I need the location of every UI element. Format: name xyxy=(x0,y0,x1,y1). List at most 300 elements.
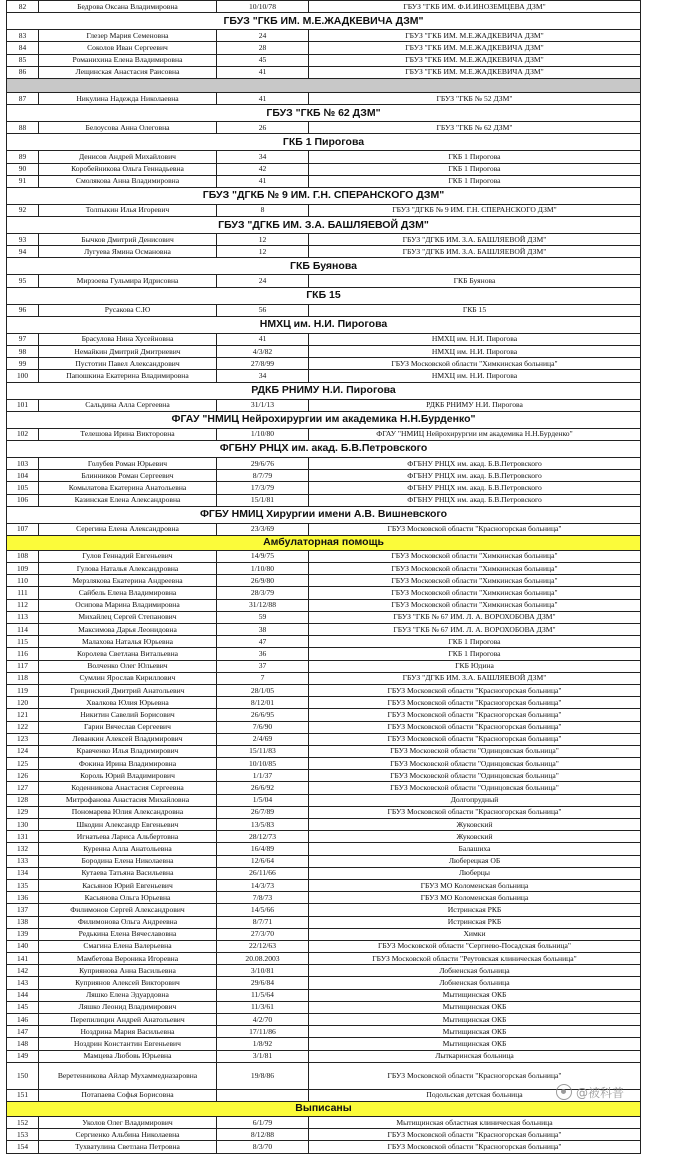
hospital-cell: Люберцы xyxy=(309,867,641,879)
table-row xyxy=(7,745,641,757)
row-number-cell: 131 xyxy=(7,831,39,843)
row-number-cell: 134 xyxy=(7,867,39,879)
birth-date-cell: 34 xyxy=(217,370,309,382)
table-row xyxy=(7,940,641,952)
row-number-cell: 115 xyxy=(7,636,39,648)
patient-name-cell: Ляшко Леонид Владимирович xyxy=(39,1001,217,1013)
section-header xyxy=(7,535,641,550)
birth-date-cell: 2/4/69 xyxy=(217,733,309,745)
hospital-cell: ГКБ 1 Пирогова xyxy=(309,175,641,187)
row-number-cell: 117 xyxy=(7,660,39,672)
row-number-cell: 129 xyxy=(7,806,39,818)
table-row xyxy=(7,1129,641,1141)
hospital-cell: ГБУЗ Московской области "Красногорская больница" xyxy=(309,1129,641,1141)
row-number-cell: 140 xyxy=(7,940,39,952)
table-row xyxy=(7,965,641,977)
table-row xyxy=(7,660,641,672)
birth-date-cell: 12 xyxy=(217,234,309,246)
hospital-group-header xyxy=(7,382,641,399)
hospital-group-title: ФГБНУ РНЦХ им. акад. Б.В.Петровского xyxy=(7,440,641,457)
hospital-cell: ГКБ Юдина xyxy=(309,660,641,672)
table-row xyxy=(7,575,641,587)
birth-date-cell: 59 xyxy=(217,611,309,623)
row-number-cell: 83 xyxy=(7,30,39,42)
table-row xyxy=(7,370,641,382)
birth-date-cell: 3/10/81 xyxy=(217,965,309,977)
row-number-cell: 94 xyxy=(7,246,39,258)
table-row xyxy=(7,346,641,358)
row-number-cell: 144 xyxy=(7,989,39,1001)
patient-name-cell: Малахова Наталья Юрьевна xyxy=(39,636,217,648)
hospital-group-header xyxy=(7,217,641,234)
hospital-cell: Балашиха xyxy=(309,843,641,855)
patient-name-cell: Сайбель Елена Владимировна xyxy=(39,587,217,599)
section-header xyxy=(7,1101,641,1116)
birth-date-cell: 36 xyxy=(217,648,309,660)
birth-date-cell: 7/6/90 xyxy=(217,721,309,733)
birth-date-cell: 31/1/13 xyxy=(217,399,309,411)
birth-date-cell: 12 xyxy=(217,246,309,258)
row-number-cell: 113 xyxy=(7,611,39,623)
patient-name-cell: Сальдина Алла Сергеевна xyxy=(39,399,217,411)
table-row xyxy=(7,122,641,134)
patient-name-cell: Соколов Иван Сергеевич xyxy=(39,42,217,54)
hospital-cell: Лобненская больница xyxy=(309,977,641,989)
patient-name-cell: Пономарева Юлия Александровна xyxy=(39,806,217,818)
birth-date-cell: 1/8/92 xyxy=(217,1038,309,1050)
separator-cell xyxy=(7,78,641,92)
hospital-cell: ГБУЗ Московской области "Красногорская больница" xyxy=(309,721,641,733)
patient-name-cell: Гулов Геннадий Евгеньевич xyxy=(39,550,217,562)
row-number-cell: 97 xyxy=(7,333,39,345)
birth-date-cell: 7/8/73 xyxy=(217,892,309,904)
table-row xyxy=(7,457,641,469)
table-row xyxy=(7,428,641,440)
birth-date-cell: 20.08.2003 xyxy=(217,953,309,965)
patient-name-cell: Бородина Елена Николаевна xyxy=(39,855,217,867)
table-row xyxy=(7,697,641,709)
patient-name-cell: Тухватулина Светлана Петровна xyxy=(39,1141,217,1153)
patient-name-cell: Казинская Елена Александровна xyxy=(39,494,217,506)
birth-date-cell: 23/3/69 xyxy=(217,523,309,535)
hospital-cell: ГБУЗ "ГКБ ИМ. М.Е.ЖАДКЕВИЧА ДЗМ" xyxy=(309,54,641,66)
row-number-cell: 110 xyxy=(7,575,39,587)
table-row xyxy=(7,953,641,965)
birth-date-cell: 11/5/64 xyxy=(217,989,309,1001)
hospital-cell: Долгопрудный xyxy=(309,794,641,806)
hospital-cell: НМХЦ им. Н.И. Пирогова xyxy=(309,346,641,358)
patient-name-cell: Голубев Роман Юрьевич xyxy=(39,457,217,469)
birth-date-cell: 4/3/82 xyxy=(217,346,309,358)
patient-name-cell: Ноздрина Мария Васильевна xyxy=(39,1026,217,1038)
birth-date-cell: 26/11/66 xyxy=(217,867,309,879)
hospital-cell: Жуковский xyxy=(309,819,641,831)
hospital-cell: Химки xyxy=(309,928,641,940)
hospital-cell: ГБУЗ "ДГКБ ИМ. З.А. БАШЛЯЕВОЙ ДЗМ" xyxy=(309,672,641,684)
birth-date-cell: 38 xyxy=(217,624,309,636)
table-row xyxy=(7,770,641,782)
patient-name-cell: Куприянова Анна Васильевна xyxy=(39,965,217,977)
row-number-cell: 84 xyxy=(7,42,39,54)
hospital-group-title: ГБУЗ "ГКБ № 62 ДЗМ" xyxy=(7,105,641,122)
patient-name-cell: Смолякова Анна Владимировна xyxy=(39,175,217,187)
hospital-cell: ГБУЗ Московской области "Красногорская больница" xyxy=(309,523,641,535)
row-number-cell: 91 xyxy=(7,175,39,187)
hospital-cell: ГКБ 15 xyxy=(309,304,641,316)
table-row xyxy=(7,879,641,891)
hospital-cell: ГБУЗ "ГКБ № 67 ИМ. Л. А. ВОРОХОБОВА ДЗМ" xyxy=(309,611,641,623)
patient-name-cell: Потапаева Софья Борисовна xyxy=(39,1089,217,1101)
hospital-cell: Лобненская больница xyxy=(309,965,641,977)
row-number-cell: 86 xyxy=(7,66,39,78)
birth-date-cell: 22/12/63 xyxy=(217,940,309,952)
birth-date-cell: 14/9/75 xyxy=(217,550,309,562)
hospital-cell: ГБУЗ Московской области "Реутовская клиническая больница" xyxy=(309,953,641,965)
birth-date-cell: 8/7/71 xyxy=(217,916,309,928)
birth-date-cell: 41 xyxy=(217,333,309,345)
hospital-cell: Лыткаринская больница xyxy=(309,1050,641,1062)
patient-name-cell: Мерзлякова Екатерина Андреевна xyxy=(39,575,217,587)
patient-table-body xyxy=(7,1,641,1154)
table-row xyxy=(7,42,641,54)
row-number-cell: 93 xyxy=(7,234,39,246)
patient-name-cell: Королева Светлана Витальевна xyxy=(39,648,217,660)
row-number-cell: 118 xyxy=(7,672,39,684)
table-row xyxy=(7,721,641,733)
row-number-cell: 128 xyxy=(7,794,39,806)
row-number-cell: 101 xyxy=(7,399,39,411)
table-row xyxy=(7,989,641,1001)
table-row xyxy=(7,806,641,818)
hospital-cell: ФГБНУ РНЦХ им. акад. Б.В.Петровского xyxy=(309,494,641,506)
table-row xyxy=(7,234,641,246)
row-number-cell: 87 xyxy=(7,92,39,104)
row-number-cell: 132 xyxy=(7,843,39,855)
birth-date-cell: 28/3/79 xyxy=(217,587,309,599)
patient-name-cell: Ноздрин Константин Евгеньевич xyxy=(39,1038,217,1050)
section-title: Выписаны xyxy=(7,1101,641,1116)
row-number-cell: 147 xyxy=(7,1026,39,1038)
birth-date-cell: 28 xyxy=(217,42,309,54)
hospital-cell: Жуковский xyxy=(309,831,641,843)
birth-date-cell: 15/1/81 xyxy=(217,494,309,506)
birth-date-cell: 29/6/84 xyxy=(217,977,309,989)
table-row xyxy=(7,482,641,494)
patient-name-cell: Блинников Роман Сергеевич xyxy=(39,470,217,482)
hospital-cell: ГКБ 1 Пирогова xyxy=(309,636,641,648)
patient-name-cell: Хвалкова Юлия Юрьевна xyxy=(39,697,217,709)
patient-name-cell: Никитин Савелий Борисович xyxy=(39,709,217,721)
table-row xyxy=(7,66,641,78)
row-number-cell: 96 xyxy=(7,304,39,316)
row-number-cell: 154 xyxy=(7,1141,39,1153)
hospital-cell: ГБУЗ "ДГКБ ИМ. З.А. БАШЛЯЕВОЙ ДЗМ" xyxy=(309,246,641,258)
patient-name-cell: Русакова С.Ю xyxy=(39,304,217,316)
row-number-cell: 150 xyxy=(7,1062,39,1089)
row-number-cell: 82 xyxy=(7,1,39,13)
birth-date-cell: 31/12/88 xyxy=(217,599,309,611)
hospital-cell: ГБУЗ Московской области "Красногорская больница" xyxy=(309,806,641,818)
table-row xyxy=(7,611,641,623)
row-number-cell: 133 xyxy=(7,855,39,867)
row-number-cell: 153 xyxy=(7,1129,39,1141)
hospital-group-title: ГБУЗ "ГКБ ИМ. М.Е.ЖАДКЕВИЧА ДЗМ" xyxy=(7,13,641,30)
hospital-cell: ГБУЗ Московской области "Одинцовская больница" xyxy=(309,745,641,757)
hospital-group-header xyxy=(7,13,641,30)
table-row xyxy=(7,399,641,411)
hospital-cell: НМХЦ им. Н.И. Пирогова xyxy=(309,370,641,382)
birth-date-cell: 45 xyxy=(217,54,309,66)
hospital-group-title: ГБУЗ "ДГКБ № 9 ИМ. Г.Н. СПЕРАНСКОГО ДЗМ" xyxy=(7,187,641,204)
section-title: Амбулаторная помощь xyxy=(7,535,641,550)
hospital-cell: Мытищинская ОКБ xyxy=(309,989,641,1001)
hospital-cell: ГБУЗ Московской области "Одинцовская больница" xyxy=(309,758,641,770)
table-row xyxy=(7,1116,641,1128)
row-number-cell: 121 xyxy=(7,709,39,721)
hospital-cell: ГБУЗ "ГКБ ИМ. Ф.И.ИНОЗЕМЦЕВА ДЗМ" xyxy=(309,1,641,13)
hospital-cell: ФГБНУ РНЦХ им. акад. Б.В.Петровского xyxy=(309,482,641,494)
table-row xyxy=(7,819,641,831)
row-number-cell: 106 xyxy=(7,494,39,506)
table-row xyxy=(7,636,641,648)
patient-name-cell: Бычков Дмитрий Денисович xyxy=(39,234,217,246)
hospital-cell: ГБУЗ Московской области "Одинцовская больница" xyxy=(309,782,641,794)
hospital-group-header xyxy=(7,134,641,151)
hospital-cell: ФГАУ "НМИЦ Нейрохирургии им академика Н.Н.Бурденко" xyxy=(309,428,641,440)
patient-name-cell: Брасулова Нина Хусейновна xyxy=(39,333,217,345)
table-row xyxy=(7,30,641,42)
patient-name-cell: Глезер Мария Семеновна xyxy=(39,30,217,42)
birth-date-cell: 15/11/83 xyxy=(217,745,309,757)
patient-name-cell: Сумлин Ярослав Кириллович xyxy=(39,672,217,684)
table-row xyxy=(7,1089,641,1101)
table-row xyxy=(7,563,641,575)
hospital-group-header xyxy=(7,316,641,333)
birth-date-cell: 10/10/78 xyxy=(217,1,309,13)
patient-name-cell: Бедрова Оксана Владимировна xyxy=(39,1,217,13)
hospital-group-title: НМХЦ им. Н.И. Пирогова xyxy=(7,316,641,333)
table-row xyxy=(7,916,641,928)
birth-date-cell: 24 xyxy=(217,275,309,287)
row-number-cell: 148 xyxy=(7,1038,39,1050)
row-number-cell: 135 xyxy=(7,879,39,891)
table-row xyxy=(7,523,641,535)
patient-name-cell: Лугуева Ямина Османовна xyxy=(39,246,217,258)
patient-name-cell: Сергиенко Альбина Николаевна xyxy=(39,1129,217,1141)
patient-name-cell: Мамбетова Вероника Игоревна xyxy=(39,953,217,965)
birth-date-cell: 41 xyxy=(217,66,309,78)
hospital-cell: ГБУЗ МО Коломенская больница xyxy=(309,879,641,891)
patient-name-cell: Митрофанова Анастасия Михайловна xyxy=(39,794,217,806)
row-number-cell: 119 xyxy=(7,684,39,696)
hospital-cell: ГБУЗ "ГКБ ИМ. М.Е.ЖАДКЕВИЧА ДЗМ" xyxy=(309,66,641,78)
patient-name-cell: Веретенникова Айлар Мухаммедназаровна xyxy=(39,1062,217,1089)
birth-date-cell: 28/12/73 xyxy=(217,831,309,843)
patient-name-cell: Романихина Елена Владимировна xyxy=(39,54,217,66)
birth-date-cell: 17/3/79 xyxy=(217,482,309,494)
patient-name-cell: Куренна Алла Анатольевна xyxy=(39,843,217,855)
row-number-cell: 151 xyxy=(7,1089,39,1101)
patient-name-cell: Немайкин Дмитрий Дмитриевич xyxy=(39,346,217,358)
hospital-cell: ГБУЗ Московской области "Химкинская больница" xyxy=(309,563,641,575)
row-number-cell: 143 xyxy=(7,977,39,989)
table-row xyxy=(7,246,641,258)
hospital-cell: ГБУЗ Московской области "Химкинская больница" xyxy=(309,550,641,562)
hospital-cell: ГБУЗ Московской области "Химкинская больница" xyxy=(309,358,641,370)
hospital-cell: ГБУЗ Московской области "Химкинская больница" xyxy=(309,575,641,587)
birth-date-cell: 42 xyxy=(217,163,309,175)
patient-name-cell: Волченко Олег Юльевич xyxy=(39,660,217,672)
birth-date-cell: 8/12/88 xyxy=(217,1129,309,1141)
table-row xyxy=(7,470,641,482)
birth-date-cell: 14/5/66 xyxy=(217,904,309,916)
hospital-cell: Мытищинская областная клиническая больница xyxy=(309,1116,641,1128)
row-number-cell: 138 xyxy=(7,916,39,928)
hospital-cell: Люберецкая ОБ xyxy=(309,855,641,867)
hospital-group-header xyxy=(7,105,641,122)
birth-date-cell: 12/6/64 xyxy=(217,855,309,867)
row-number-cell: 90 xyxy=(7,163,39,175)
birth-date-cell: 8/12/01 xyxy=(217,697,309,709)
hospital-group-title: ГКБ 1 Пирогова xyxy=(7,134,641,151)
table-row xyxy=(7,151,641,163)
hospital-group-header xyxy=(7,506,641,523)
table-row xyxy=(7,1038,641,1050)
hospital-cell: Истринская РКБ xyxy=(309,916,641,928)
hospital-cell: Мытищинская ОКБ xyxy=(309,1038,641,1050)
birth-date-cell: 4/2/70 xyxy=(217,1014,309,1026)
row-number-cell: 136 xyxy=(7,892,39,904)
patient-name-cell: Фокина Ирина Владимировна xyxy=(39,758,217,770)
patient-name-cell: Мамцева Любовь Юрьевна xyxy=(39,1050,217,1062)
table-row xyxy=(7,928,641,940)
row-number-cell: 145 xyxy=(7,1001,39,1013)
table-row xyxy=(7,92,641,104)
patient-name-cell: Гарин Вячеслав Сергеевич xyxy=(39,721,217,733)
birth-date-cell: 27/8/99 xyxy=(217,358,309,370)
patient-name-cell: Касьянова Ольга Юрьевна xyxy=(39,892,217,904)
hospital-group-title: ГБУЗ "ДГКБ ИМ. З.А. БАШЛЯЕВОЙ ДЗМ" xyxy=(7,217,641,234)
hospital-group-title: ГКБ Буянова xyxy=(7,258,641,275)
birth-date-cell: 1/1/37 xyxy=(217,770,309,782)
table-row xyxy=(7,709,641,721)
patient-name-cell: Игнатьева Лариса Альбертовна xyxy=(39,831,217,843)
hospital-cell: ГКБ 1 Пирогова xyxy=(309,151,641,163)
watermark-text: @被科普 xyxy=(576,1085,625,1100)
table-row xyxy=(7,904,641,916)
row-number-cell: 146 xyxy=(7,1014,39,1026)
row-number-cell: 125 xyxy=(7,758,39,770)
patient-name-cell: Телешова Ирина Викторовна xyxy=(39,428,217,440)
patient-name-cell: Перепилицин Андрей Анатольевич xyxy=(39,1014,217,1026)
table-row xyxy=(7,587,641,599)
table-row xyxy=(7,1141,641,1153)
birth-date-cell: 41 xyxy=(217,175,309,187)
patient-name-cell: Осипова Марина Владимировна xyxy=(39,599,217,611)
table-row xyxy=(7,831,641,843)
patient-name-cell: Филимонов Сергей Александрович xyxy=(39,904,217,916)
patient-name-cell: Комылатова Екатерина Анатольевна xyxy=(39,482,217,494)
row-number-cell: 105 xyxy=(7,482,39,494)
hospital-cell: ГБУЗ Московской области "Одинцовская больница" xyxy=(309,770,641,782)
birth-date-cell: 3/1/81 xyxy=(217,1050,309,1062)
row-number-cell: 137 xyxy=(7,904,39,916)
hospital-cell: Подольская детская больница xyxy=(309,1089,641,1101)
patient-name-cell: Леванкин Алексей Владимирович xyxy=(39,733,217,745)
hospital-cell: ГБУЗ "ГКБ № 52 ДЗМ" xyxy=(309,92,641,104)
patient-name-cell: Михайлец Сергей Степанович xyxy=(39,611,217,623)
patient-name-cell: Мирзоева Гульмира Идрисовна xyxy=(39,275,217,287)
table-row xyxy=(7,892,641,904)
row-number-cell: 99 xyxy=(7,358,39,370)
row-number-cell: 85 xyxy=(7,54,39,66)
hospital-cell: ГБУЗ "ГКБ № 67 ИМ. Л. А. ВОРОХОБОВА ДЗМ" xyxy=(309,624,641,636)
birth-date-cell: 19/8/86 xyxy=(217,1062,309,1089)
table-row xyxy=(7,1014,641,1026)
patient-name-cell: Лещинская Анастасия Раисовна xyxy=(39,66,217,78)
hospital-cell: ГБУЗ Московской области "Красногорская больница" xyxy=(309,709,641,721)
table-row xyxy=(7,275,641,287)
row-number-cell: 104 xyxy=(7,470,39,482)
birth-date-cell: 8/7/79 xyxy=(217,470,309,482)
birth-date-cell: 24 xyxy=(217,30,309,42)
patient-name-cell: Коробейникова Ольга Геннадьевна xyxy=(39,163,217,175)
birth-date-cell: 8/3/70 xyxy=(217,1141,309,1153)
hospital-group-header xyxy=(7,411,641,428)
table-row xyxy=(7,599,641,611)
birth-date-cell: 26 xyxy=(217,122,309,134)
birth-date-cell: 28/1/05 xyxy=(217,684,309,696)
patient-name-cell: Коденникова Анастасия Сергеевна xyxy=(39,782,217,794)
table-row xyxy=(7,758,641,770)
table-row xyxy=(7,175,641,187)
table-row xyxy=(7,1026,641,1038)
hospital-cell: ГБУЗ "ГКБ ИМ. М.Е.ЖАДКЕВИЧА ДЗМ" xyxy=(309,30,641,42)
hospital-cell: ГБУЗ Московской области "Красногорская больница" xyxy=(309,1141,641,1153)
hospital-group-header xyxy=(7,187,641,204)
patient-name-cell: Кутаева Татьяна Васильевна xyxy=(39,867,217,879)
row-number-cell: 107 xyxy=(7,523,39,535)
table-row xyxy=(7,977,641,989)
row-number-cell: 102 xyxy=(7,428,39,440)
row-number-cell: 109 xyxy=(7,563,39,575)
birth-date-cell: 10/10/85 xyxy=(217,758,309,770)
row-number-cell: 111 xyxy=(7,587,39,599)
hospital-cell: Мытищинская ОКБ xyxy=(309,1014,641,1026)
patient-name-cell: Король Юрий Владимирович xyxy=(39,770,217,782)
row-number-cell: 152 xyxy=(7,1116,39,1128)
patient-table-sheet xyxy=(6,0,640,1154)
row-number-cell: 92 xyxy=(7,204,39,216)
birth-date-cell: 1/10/80 xyxy=(217,428,309,440)
patient-name-cell: Никулина Надежда Николаевна xyxy=(39,92,217,104)
table-row xyxy=(7,358,641,370)
patient-name-cell: Куприянов Алексей Викторович xyxy=(39,977,217,989)
hospital-group-header xyxy=(7,258,641,275)
table-row xyxy=(7,867,641,879)
birth-date-cell: 1/5/04 xyxy=(217,794,309,806)
birth-date-cell: 16/4/89 xyxy=(217,843,309,855)
birth-date-cell: 56 xyxy=(217,304,309,316)
patient-name-cell: Редькина Елена Вячеславовна xyxy=(39,928,217,940)
hospital-group-title: ФГАУ "НМИЦ Нейрохирургии им академика Н.Н.Бурденко" xyxy=(7,411,641,428)
row-number-cell: 139 xyxy=(7,928,39,940)
patient-name-cell: Касьянов Юрий Евгеньевич xyxy=(39,879,217,891)
hospital-cell: ГБУЗ Московской области "Красногорская больница" xyxy=(309,733,641,745)
watermark xyxy=(556,1082,676,1102)
patient-name-cell: Уколов Олег Владимирович xyxy=(39,1116,217,1128)
row-number-cell: 114 xyxy=(7,624,39,636)
